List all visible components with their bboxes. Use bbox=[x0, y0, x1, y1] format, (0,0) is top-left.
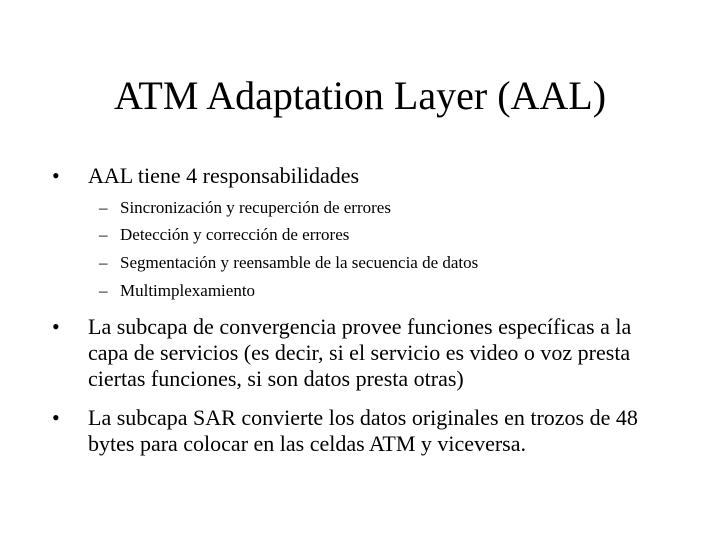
sub-item-text: Detección y corrección de errores bbox=[120, 225, 350, 244]
bullet-item bbox=[52, 314, 672, 392]
bullet-marker: • bbox=[52, 405, 60, 430]
bullet-marker: • bbox=[52, 314, 60, 339]
dash-marker: – bbox=[99, 198, 108, 217]
slide-title: ATM Adaptation Layer (AAL) bbox=[113, 73, 607, 118]
dash-marker: – bbox=[99, 225, 108, 244]
bullet-text: AAL tiene 4 responsabilidades bbox=[88, 163, 360, 188]
sub-item-text: Multimplexamiento bbox=[120, 281, 256, 300]
sub-item-text: Sincronización y recuperción de errores bbox=[120, 198, 391, 217]
bullet-item bbox=[52, 163, 672, 189]
dash-marker: – bbox=[99, 253, 108, 272]
sub-item bbox=[99, 253, 639, 273]
bullet-text: La subcapa SAR convierte los datos originales en trozos de 48 bytes para colocar en las celdas ATM y viceversa. bbox=[88, 405, 638, 456]
sub-item-text: Segmentación y reensamble de la secuencia de datos bbox=[120, 253, 479, 272]
sub-item bbox=[99, 281, 639, 301]
sub-item bbox=[99, 225, 639, 245]
bullet-marker: • bbox=[52, 163, 60, 188]
dash-marker: – bbox=[99, 281, 108, 300]
sub-item bbox=[99, 198, 639, 218]
bullet-item bbox=[52, 405, 672, 457]
bullet-text: La subcapa de convergencia provee funciones específicas a la capa de servicios (es decir, si el servicio es video o voz presta ciertas funciones, si son datos presta otras) bbox=[88, 314, 632, 391]
